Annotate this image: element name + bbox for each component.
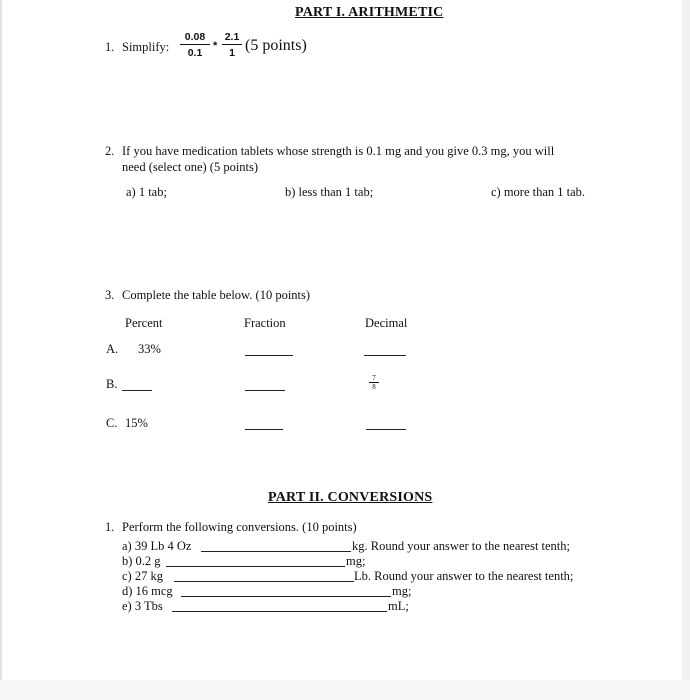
part1-heading: PART I. ARITHMETIC	[295, 5, 444, 20]
header-fraction: Fraction	[244, 316, 286, 330]
conversion-d-label: d) 16 mcg	[122, 584, 173, 598]
fraction-1	[180, 31, 210, 59]
conversion-e-label: e) 3 Tbs	[122, 599, 163, 613]
q2-text-line1: If you have medication tablets whose strength is 0.1 mg and you give 0.3 mg, you will	[122, 144, 555, 158]
conversion-a-unit: kg. Round your answer to the nearest tenth;	[352, 539, 571, 553]
q2-option-a: a) 1 tab;	[126, 185, 167, 199]
q3-text: Complete the table below. (10 points)	[122, 288, 311, 302]
row-a-decimal-blank[interactable]	[364, 355, 406, 356]
fraction-2-numerator: 2.1	[222, 31, 242, 45]
row-b-decimal-fraction	[369, 374, 379, 391]
scan-left-edge	[0, 0, 2, 700]
q3-number: 3.	[105, 288, 115, 302]
header-percent: Percent	[125, 316, 163, 330]
scan-bottom-edge	[0, 680, 690, 700]
row-a-percent: 33%	[138, 342, 161, 356]
row-b-fraction-blank[interactable]	[245, 390, 285, 391]
conversion-a-blank[interactable]	[201, 551, 351, 552]
conversion-e-unit: mL;	[388, 599, 409, 613]
row-c-decimal-blank[interactable]	[366, 429, 406, 430]
q2-number: 2.	[105, 144, 115, 158]
conversion-c-blank[interactable]	[174, 581, 354, 582]
conversion-c-unit: Lb. Round your answer to the nearest tenth;	[354, 569, 574, 583]
row-a-label: A.	[106, 342, 119, 356]
p2-q1-text: Perform the following conversions. (10 points)	[122, 520, 357, 534]
fraction-2	[222, 31, 242, 59]
row-b-fraction-numerator: 7	[369, 374, 379, 383]
row-c-percent: 15%	[125, 416, 148, 430]
conversion-d-blank[interactable]	[181, 596, 391, 597]
row-c-fraction-blank[interactable]	[245, 429, 283, 430]
conversion-d-unit: mg;	[392, 584, 412, 598]
q1-points: (5 points)	[245, 37, 307, 54]
conversion-e-blank[interactable]	[172, 611, 387, 612]
q1-number: 1.	[105, 40, 115, 54]
row-c-label: C.	[106, 416, 118, 430]
conversion-b-label: b) 0.2 g	[122, 554, 161, 568]
header-decimal: Decimal	[365, 316, 408, 330]
conversion-b-blank[interactable]	[166, 566, 345, 567]
q2-option-b: b) less than 1 tab;	[285, 185, 374, 199]
p2-q1-number: 1.	[105, 520, 115, 534]
conversion-a-label: a) 39 Lb 4 Oz	[122, 539, 192, 553]
conversion-b-unit: mg;	[346, 554, 366, 568]
fraction-1-numerator: 0.08	[180, 31, 210, 45]
row-b-label: B.	[106, 377, 118, 391]
row-b-fraction-denominator: 8	[372, 383, 376, 391]
row-a-fraction-blank[interactable]	[245, 355, 293, 356]
q2-option-c: c) more than 1 tab.	[491, 185, 586, 199]
conversion-c-label: c) 27 kg	[122, 569, 163, 583]
fraction-1-denominator: 0.1	[187, 47, 203, 59]
q1-label: Simplify:	[122, 40, 170, 54]
part2-heading: PART II. CONVERSIONS	[268, 490, 433, 505]
scan-right-edge	[682, 0, 690, 700]
q2-text-line2: need (select one) (5 points)	[122, 160, 259, 174]
row-b-percent-blank[interactable]	[122, 390, 152, 391]
fraction-2-denominator: 1	[229, 47, 235, 59]
multiply-operator: *	[213, 40, 218, 52]
